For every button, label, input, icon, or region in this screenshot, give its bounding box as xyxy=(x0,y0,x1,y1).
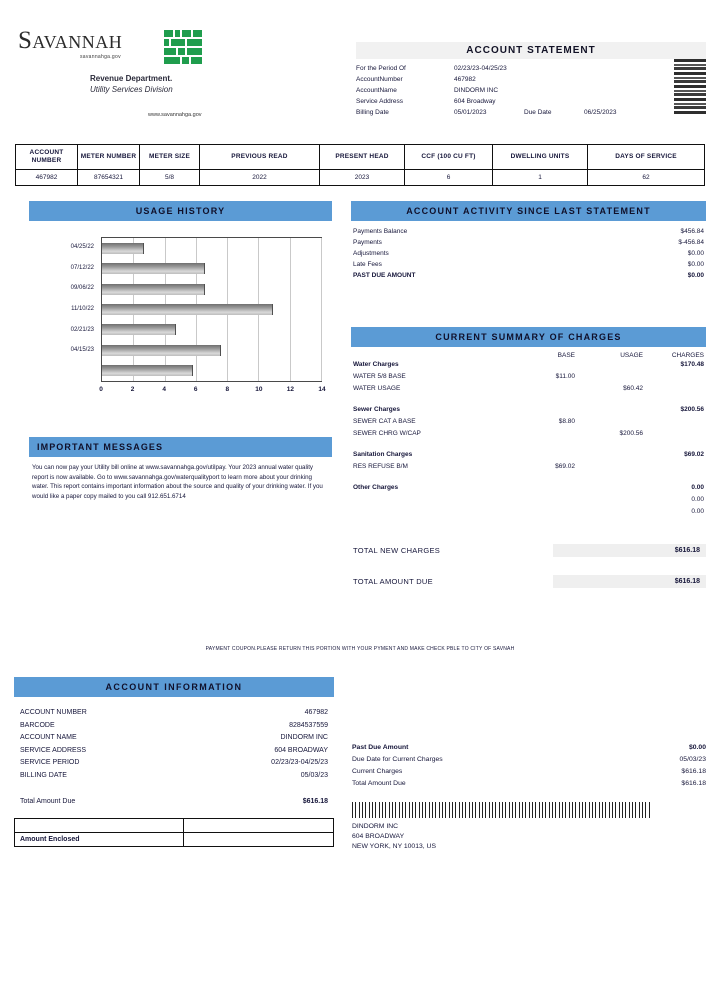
account-info-label: ACCOUNT NUMBER xyxy=(20,709,87,716)
chart-bar-row xyxy=(102,263,321,274)
chart-x-tick: 2 xyxy=(130,386,135,393)
charges-col-charges: CHARGES xyxy=(671,352,704,359)
charges-spacer xyxy=(351,440,706,449)
total-amount-due-label: TOTAL AMOUNT DUE xyxy=(353,577,433,586)
charge-label xyxy=(353,506,511,518)
col-days-of-service: DAYS OF SERVICE xyxy=(588,145,705,170)
amount-enclosed-blank-left xyxy=(15,819,184,833)
charge-usage xyxy=(583,506,649,518)
col-dwelling-units: DWELLING UNITS xyxy=(493,145,588,170)
chart-bar xyxy=(102,345,221,356)
activity-label: PAST DUE AMOUNT xyxy=(353,272,416,279)
chart-bar xyxy=(102,365,193,376)
account-activity-banner: ACCOUNT ACTIVITY SINCE LAST STATEMENT xyxy=(351,201,706,221)
activity-label: Payments Balance xyxy=(353,228,408,235)
coupon-total-value: $616.18 xyxy=(302,798,328,805)
statement-barcode-icon xyxy=(674,59,706,115)
account-info-row xyxy=(14,770,334,783)
account-statement-panel xyxy=(356,42,706,118)
city-seal-icon xyxy=(164,30,202,64)
col-previous-read: PREVIOUS READ xyxy=(200,145,320,170)
brand-website: www.savannahga.gov xyxy=(148,111,202,118)
chart-bar xyxy=(102,243,144,254)
postal-barcode-icon xyxy=(352,802,652,818)
payment-coupon-divider xyxy=(14,646,706,652)
charge-label: RES REFUSE B/M xyxy=(353,463,408,470)
account-info-label: SERVICE ADDRESS xyxy=(20,746,87,754)
statement-row-value: 467982 xyxy=(454,76,476,83)
due-date-label: Due Date xyxy=(524,109,552,116)
activity-row xyxy=(351,248,706,259)
cell-dwelling-units: 1 xyxy=(493,170,588,186)
coupon-total-amount-due xyxy=(14,798,334,805)
usage-history-panel xyxy=(29,201,332,404)
billing-date-label: Billing Date xyxy=(356,109,389,116)
payment-coupon-right xyxy=(352,742,706,852)
cell-previous-read: 2022 xyxy=(200,170,320,186)
account-information-rows xyxy=(14,707,334,782)
charge-base xyxy=(511,383,583,395)
charge-row-other-2 xyxy=(351,494,706,506)
charge-label: WATER USAGE xyxy=(353,385,401,392)
chart-x-tick: 8 xyxy=(225,386,230,393)
cell-account-number: 467982 xyxy=(16,170,78,186)
important-messages-body: You can now pay your Utility bill online at www.savannahga.gov/utilpay. Your 2023 annual water quality report is now available. Go to www.savannahga.gov/waterqualityport to learn more about your drinking water. This report contains important information about the source and quality of your drinking water. If you would like a paper copy mailed to you call 912.651.6714 xyxy=(32,464,323,500)
chart-bars xyxy=(102,238,321,381)
department-name xyxy=(90,74,338,96)
activity-label: Payments xyxy=(353,239,382,246)
account-info-value: 05/03/23 xyxy=(300,771,328,779)
statement-row xyxy=(356,85,706,96)
activity-row xyxy=(351,226,706,237)
account-info-value: DINDORM INC xyxy=(280,734,328,741)
chart-y-label: 07/12/22 xyxy=(70,264,94,271)
account-info-row xyxy=(14,732,334,745)
amount-enclosed-table xyxy=(14,818,334,847)
col-meter-size: METER SIZE xyxy=(140,145,200,170)
brand-url: savannahga.gov xyxy=(80,54,121,60)
charge-amount xyxy=(649,428,704,440)
account-statement-title: ACCOUNT STATEMENT xyxy=(356,42,706,59)
chart-x-tick: 0 xyxy=(99,386,103,393)
cell-present-head: 2023 xyxy=(320,170,405,186)
activity-value: $456.84 xyxy=(680,228,704,235)
charges-column-headers xyxy=(351,352,706,359)
coupon-label: Past Due Amount xyxy=(352,744,409,751)
chart-x-tick: 10 xyxy=(255,386,263,393)
charge-amount: $170.48 xyxy=(680,361,704,368)
charge-label xyxy=(353,494,511,506)
chart-x-axis-labels xyxy=(99,386,326,398)
activity-value: $0.00 xyxy=(687,261,704,268)
chart-plot-area xyxy=(101,237,322,382)
department-line-1: Revenue Department. xyxy=(90,74,173,83)
charge-amount xyxy=(649,371,704,383)
brand-logo-block xyxy=(18,28,338,118)
department-line-2: Utility Services Division xyxy=(90,84,173,94)
usage-history-banner: USAGE HISTORY xyxy=(29,201,332,221)
col-ccf: CCF (100 CU FT) xyxy=(405,145,493,170)
charge-amount: 0.00 xyxy=(691,508,704,515)
charges-spacer xyxy=(351,473,706,482)
table-row xyxy=(16,170,705,186)
charge-amount xyxy=(649,461,704,473)
mail-line-3: NEW YORK, NY 10013, US xyxy=(352,843,436,850)
charges-spacer xyxy=(351,395,706,404)
amount-enclosed-blank-right[interactable] xyxy=(184,819,334,833)
account-info-label: BARCODE xyxy=(20,721,55,729)
total-new-charges-label: TOTAL NEW CHARGES xyxy=(353,546,441,555)
usage-history-chart xyxy=(29,229,332,404)
total-amount-due-row xyxy=(351,575,706,588)
amount-enclosed-label: Amount Enclosed xyxy=(15,833,184,847)
charge-row-water-charges xyxy=(351,359,706,371)
charge-base: $11.00 xyxy=(555,373,575,380)
charge-amount: $69.02 xyxy=(684,451,704,458)
chart-bar xyxy=(102,263,205,274)
chart-y-label: 04/15/23 xyxy=(70,347,94,354)
coupon-row-current-charges xyxy=(352,766,706,778)
cell-meter-size: 5/8 xyxy=(140,170,200,186)
activity-label: Adjustments xyxy=(353,250,389,257)
amount-enclosed-blank-row xyxy=(15,819,334,833)
coupon-label: Total Amount Due xyxy=(352,780,406,787)
coupon-label: Current Charges xyxy=(352,768,403,775)
charge-base xyxy=(511,494,583,506)
statement-row xyxy=(356,74,706,85)
cell-days-of-service: 62 xyxy=(588,170,705,186)
chart-bar-row xyxy=(102,243,321,254)
coupon-label: Due Date for Current Charges xyxy=(352,756,443,763)
cell-ccf: 6 xyxy=(405,170,493,186)
charge-usage xyxy=(583,416,649,428)
mail-line-2: 604 BROADWAY xyxy=(352,833,405,840)
account-info-label: ACCOUNT NAME xyxy=(20,734,77,741)
account-info-label: BILLING DATE xyxy=(20,771,67,779)
charge-amount: $200.56 xyxy=(680,406,704,413)
statement-row-value: DINDORM INC xyxy=(454,87,499,94)
account-statement-rows xyxy=(356,63,706,118)
statement-row-label: AccountName xyxy=(356,87,397,94)
total-new-charges-row xyxy=(351,544,706,557)
account-info-label: SERVICE PERIOD xyxy=(20,759,80,766)
account-info-value: 8284537559 xyxy=(289,721,328,729)
charge-row-sewer-base xyxy=(351,416,706,428)
activity-row-past-due xyxy=(351,270,706,281)
charge-usage: $60.42 xyxy=(623,385,643,392)
mailing-address xyxy=(352,822,706,852)
charge-usage xyxy=(583,371,649,383)
charge-row-res-refuse xyxy=(351,461,706,473)
account-info-row xyxy=(14,757,334,770)
coupon-total-label: Total Amount Due xyxy=(20,798,76,805)
charges-col-base: BASE xyxy=(557,352,575,359)
chart-bar-row xyxy=(102,365,321,376)
charge-label: Other Charges xyxy=(353,484,399,491)
charge-usage xyxy=(583,461,649,473)
billing-date-value: 05/01/2023 xyxy=(454,109,487,116)
chart-y-axis-labels xyxy=(29,237,97,382)
bill-header xyxy=(0,0,720,140)
charge-row-sewer-chrg-wcap xyxy=(351,428,706,440)
chart-x-tick: 4 xyxy=(162,386,166,393)
mail-line-1: DINDORM INC xyxy=(352,823,399,830)
chart-y-label: 02/21/23 xyxy=(70,326,94,333)
account-activity-panel xyxy=(351,201,706,281)
account-info-value: 02/23/23-04/25/23 xyxy=(271,759,328,766)
chart-y-label: 04/25/22 xyxy=(70,243,94,250)
charge-label: Sewer Charges xyxy=(353,406,400,413)
chart-x-tick: 14 xyxy=(318,386,326,393)
charge-label: WATER 5/8 BASE xyxy=(353,373,406,380)
chart-x-tick: 6 xyxy=(193,386,198,393)
activity-value: $0.00 xyxy=(687,272,704,279)
charge-usage xyxy=(583,359,649,371)
charges-col-usage: USAGE xyxy=(620,352,643,359)
col-account-number: ACCOUNT NUMBER xyxy=(16,145,78,170)
charge-usage: $200.56 xyxy=(619,430,643,437)
charge-usage xyxy=(583,404,649,416)
account-activity-rows xyxy=(351,226,706,281)
account-information-banner: ACCOUNT INFORMATION xyxy=(14,677,334,697)
account-info-value: 604 BROADWAY xyxy=(274,746,328,754)
chart-bar xyxy=(102,324,176,335)
coupon-row-past-due xyxy=(352,742,706,754)
charge-usage xyxy=(583,494,649,506)
chart-bar-row xyxy=(102,304,321,315)
due-date-value: 06/25/2023 xyxy=(584,109,617,116)
cell-meter-number: 87654321 xyxy=(78,170,140,186)
account-info-value: 467982 xyxy=(304,709,328,716)
charge-label: SEWER CAT A BASE xyxy=(353,418,416,425)
chart-y-label: 09/06/22 xyxy=(70,285,94,292)
charge-base: $8.80 xyxy=(558,418,575,425)
activity-value: $-456.84 xyxy=(678,239,704,246)
col-meter-number: METER NUMBER xyxy=(78,145,140,170)
current-charges-banner: CURRENT SUMMARY OF CHARGES xyxy=(351,327,706,347)
account-info-row xyxy=(14,707,334,720)
current-charges-panel xyxy=(351,327,706,606)
charges-totals xyxy=(351,544,706,588)
statement-row-label: Service Address xyxy=(356,98,403,105)
charge-base xyxy=(511,482,583,494)
charge-label: Water Charges xyxy=(353,361,399,368)
charge-usage xyxy=(583,482,649,494)
coupon-value: $0.00 xyxy=(688,744,706,751)
total-new-charges-value: $616.18 xyxy=(553,544,706,557)
charge-row-water-usage xyxy=(351,383,706,395)
important-messages-banner: IMPORTANT MESSAGES xyxy=(29,437,332,457)
col-present-head: PRESENT HEAD xyxy=(320,145,405,170)
charge-base xyxy=(511,449,583,461)
statement-row xyxy=(356,63,706,74)
chart-bar-row xyxy=(102,345,321,356)
charge-label: SEWER CHRG W/CAP xyxy=(353,430,421,437)
charge-base xyxy=(511,404,583,416)
charge-amount: 0.00 xyxy=(691,484,704,491)
coupon-value: $616.18 xyxy=(681,780,706,787)
coupon-row-due-date xyxy=(352,754,706,766)
account-info-row xyxy=(14,720,334,733)
chart-x-tick: 12 xyxy=(286,386,295,393)
activity-label: Late Fees xyxy=(353,261,382,268)
charge-row-water-base xyxy=(351,371,706,383)
activity-row xyxy=(351,237,706,248)
charge-amount: 0.00 xyxy=(691,496,704,503)
meter-reading-table xyxy=(15,144,705,186)
coupon-value: 05/03/23 xyxy=(679,756,706,763)
statement-row-value: 02/23/23-04/25/23 xyxy=(454,65,507,72)
charge-row-other-3 xyxy=(351,506,706,518)
activity-value: $0.00 xyxy=(687,250,704,257)
total-amount-due-value: $616.18 xyxy=(553,575,706,588)
charge-base xyxy=(511,359,583,371)
coupon-value: $616.18 xyxy=(681,768,706,775)
statement-row-label: For the Period Of xyxy=(356,65,406,72)
coupon-row-total-due xyxy=(352,778,706,790)
charge-label: Sanitation Charges xyxy=(353,451,413,458)
chart-gridline xyxy=(321,238,322,381)
statement-row-value: 604 Broadway xyxy=(454,98,496,105)
activity-row xyxy=(351,259,706,270)
charge-amount xyxy=(649,383,704,395)
important-messages-panel xyxy=(29,437,332,501)
charge-amount xyxy=(649,416,704,428)
amount-enclosed-row xyxy=(15,833,334,847)
statement-row-label: AccountNumber xyxy=(356,76,403,83)
charge-base: $69.02 xyxy=(555,463,575,470)
account-info-row xyxy=(14,745,334,758)
chart-bar xyxy=(102,284,205,295)
chart-y-label: 11/10/22 xyxy=(71,305,94,312)
charge-row-sanitation-charges xyxy=(351,449,706,461)
charge-row-other-charges xyxy=(351,482,706,494)
charge-row-sewer-charges xyxy=(351,404,706,416)
savannah-wordmark: Savannah xyxy=(18,27,123,54)
chart-bar-row xyxy=(102,324,321,335)
amount-enclosed-input[interactable] xyxy=(184,833,334,847)
statement-billing-row xyxy=(356,107,706,118)
charge-usage xyxy=(583,449,649,461)
charge-base xyxy=(511,428,583,440)
chart-bar xyxy=(102,304,273,315)
charge-base xyxy=(511,506,583,518)
chart-bar-row xyxy=(102,284,321,295)
payment-coupon-note: PAYMENT COUPON.PLEASE RETURN THIS PORTION WITH YOUR PYMENT AND MAKE CHECK PBLE TO CITY OF SAVNAH xyxy=(14,646,706,652)
table-header-row xyxy=(16,145,705,170)
statement-row xyxy=(356,96,706,107)
account-information-panel xyxy=(14,677,334,847)
